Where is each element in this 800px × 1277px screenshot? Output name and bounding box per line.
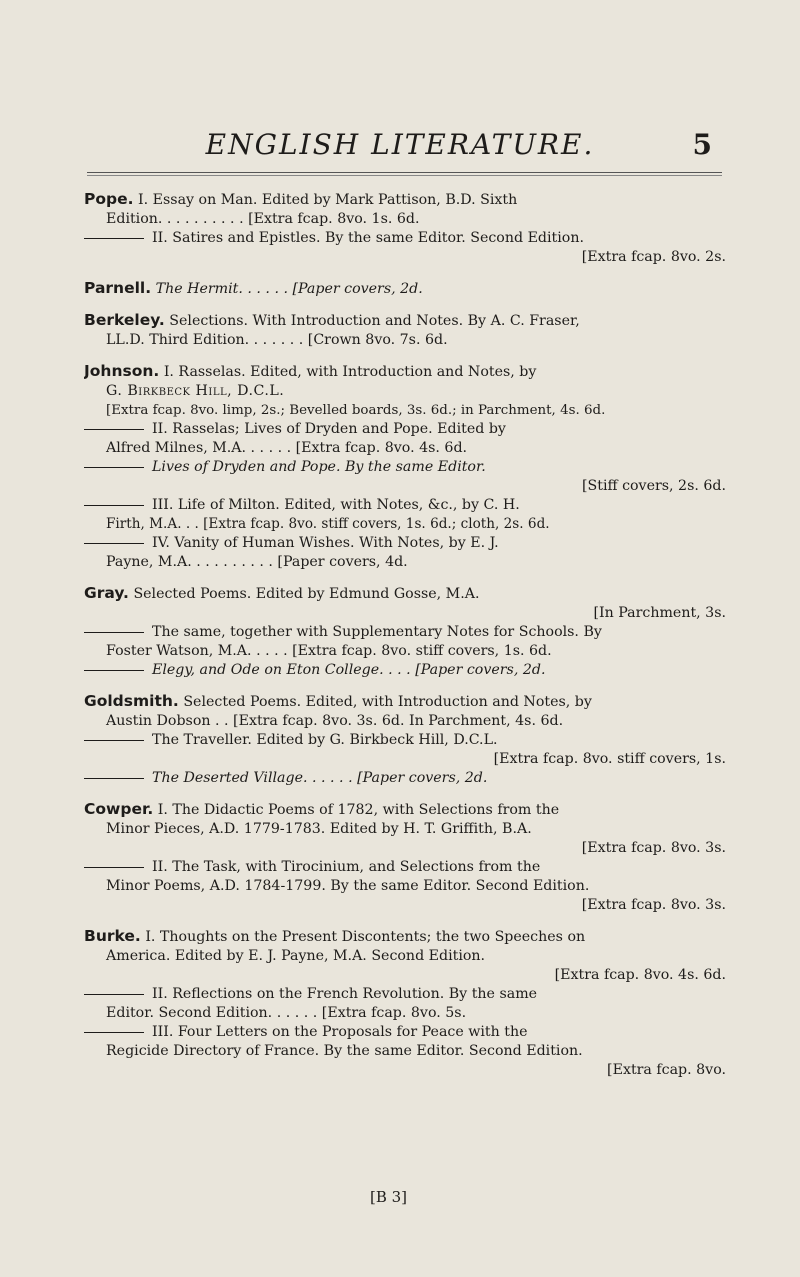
author-name: Cowper. <box>84 800 154 818</box>
entry-line: [Extra fcap. 8vo. stiff covers, 1s. <box>493 751 726 767</box>
entry-line: I. Thoughts on the Present Discontents; the two Speeches on <box>145 929 586 945</box>
entry-line: Lives of Dryden and Pope. By the same Editor. <box>152 459 486 475</box>
entry-parnell <box>84 279 726 299</box>
entry-line: IV. Vanity of Human Wishes. With Notes, by E. J. <box>152 535 499 551</box>
entry-line: Minor Poems, A.D. 1784-1799. By the same Editor. Second Edition. <box>106 878 590 894</box>
header-rule-thin <box>87 175 722 176</box>
entry-berkeley <box>84 311 726 350</box>
ditto-dash <box>84 505 144 506</box>
author-name: Johnson. <box>84 362 160 380</box>
ditto-dash <box>84 429 144 430</box>
ditto-dash <box>84 1032 144 1033</box>
entry-line: II. Satires and Epistles. By the same Editor. Second Edition. <box>152 230 584 246</box>
entry-line: The same, together with Supplementary Notes for Schools. By <box>152 624 602 640</box>
entry-line: Foster Watson, M.A. . . . . [Extra fcap. 8vo. stiff covers, 1s. 6d. <box>106 643 552 659</box>
entry-line: LL.D. Third Edition. . . . . . . [Crown 8vo. 7s. 6d. <box>106 332 448 348</box>
entry-line: America. Edited by E. J. Payne, M.A. Second Edition. <box>106 948 486 964</box>
author-name: Burke. <box>84 927 141 945</box>
entry-line: The Hermit. . . . . . [Paper covers, 2d. <box>155 281 423 297</box>
entry-line: [Extra fcap. 8vo. 4s. 6d. <box>554 967 726 983</box>
entry-line: [Extra fcap. 8vo. 3s. <box>581 897 726 913</box>
signature-mark: [B 3] <box>370 1188 408 1206</box>
author-name: Parnell. <box>84 279 152 297</box>
page-header <box>0 128 800 170</box>
entry-line: Edition. . . . . . . . . . [Extra fcap. 8vo. 1s. 6d. <box>106 211 420 227</box>
author-name: Goldsmith. <box>84 692 179 710</box>
ditto-dash <box>84 467 144 468</box>
entry-line: Editor. Second Edition. . . . . . [Extra fcap. 8vo. 5s. <box>106 1005 467 1021</box>
entry-line: III. Life of Milton. Edited, with Notes, &c., by C. H. <box>152 497 520 513</box>
entry-line: G. Birkbeck Hill, D.C.L. <box>106 383 285 399</box>
author-name: Pope. <box>84 190 134 208</box>
page-number: 5 <box>692 128 712 161</box>
entry-line: Selected Poems. Edited by Edmund Gosse, M.A. <box>133 586 480 602</box>
author-name: Gray. <box>84 584 129 602</box>
entry-line: I. The Didactic Poems of 1782, with Selections from the <box>157 802 560 818</box>
ditto-dash <box>84 543 144 544</box>
entry-line: II. The Task, with Tirocinium, and Selections from the <box>152 859 541 875</box>
header-rule <box>87 172 722 173</box>
entry-line: Elegy, and Ode on Eton College. . . . [Paper covers, 2d. <box>152 662 546 678</box>
ditto-dash <box>84 670 144 671</box>
entry-line: III. Four Letters on the Proposals for Peace with the <box>152 1024 528 1040</box>
entry-line: Selections. With Introduction and Notes. By A. C. Fraser, <box>169 313 580 329</box>
ditto-dash <box>84 778 144 779</box>
entry-line: Selected Poems. Edited, with Introduction and Notes, by <box>183 694 592 710</box>
entry-line: II. Rasselas; Lives of Dryden and Pope. Edited by <box>152 421 506 437</box>
entry-line: [Extra fcap. 8vo. 2s. <box>581 249 726 265</box>
entry-line: [In Parchment, 3s. <box>593 605 726 621</box>
entry-line: I. Rasselas. Edited, with Introduction and Notes, by <box>163 364 537 380</box>
ditto-dash <box>84 238 144 239</box>
running-title: ENGLISH LITERATURE. <box>205 128 595 161</box>
entry-gray <box>84 584 726 680</box>
ditto-dash <box>84 994 144 995</box>
entry-line: II. Reflections on the French Revolution. By the same <box>152 986 538 1002</box>
entry-line: [Extra fcap. 8vo. <box>607 1062 726 1078</box>
ditto-dash <box>84 632 144 633</box>
entry-johnson <box>84 362 726 572</box>
entry-cowper <box>84 800 726 915</box>
entry-line: The Traveller. Edited by G. Birkbeck Hill, D.C.L. <box>152 732 498 748</box>
entry-line: [Extra fcap. 8vo. limp, 2s.; Bevelled boards, 3s. 6d.; in Parchment, 4s. 6d. <box>106 403 606 418</box>
entry-line: Austin Dobson . . [Extra fcap. 8vo. 3s. 6d. In Parchment, 4s. 6d. <box>106 713 564 729</box>
entry-line: [Stiff covers, 2s. 6d. <box>581 478 726 494</box>
entry-line: Firth, M.A. . . [Extra fcap. 8vo. stiff covers, 1s. 6d.; cloth, 2s. 6d. <box>106 516 550 532</box>
catalogue-content <box>84 190 726 1092</box>
entry-line: Minor Pieces, A.D. 1779-1783. Edited by H. T. Griffith, B.A. <box>106 821 532 837</box>
entry-goldsmith <box>84 692 726 788</box>
entry-line: [Extra fcap. 8vo. 3s. <box>581 840 726 856</box>
ditto-dash <box>84 740 144 741</box>
entry-burke <box>84 927 726 1080</box>
entry-line: Alfred Milnes, M.A. . . . . . [Extra fcap. 8vo. 4s. 6d. <box>106 440 468 456</box>
entry-line: I. Essay on Man. Edited by Mark Pattison, B.D. Sixth <box>138 192 518 208</box>
entry-line: The Deserted Village. . . . . . [Paper covers, 2d. <box>152 770 488 786</box>
ditto-dash <box>84 867 144 868</box>
author-name: Berkeley. <box>84 311 165 329</box>
entry-pope <box>84 190 726 267</box>
entry-line: Regicide Directory of France. By the same Editor. Second Edition. <box>106 1043 583 1059</box>
entry-line: Payne, M.A. . . . . . . . . . [Paper covers, 4d. <box>106 554 408 570</box>
